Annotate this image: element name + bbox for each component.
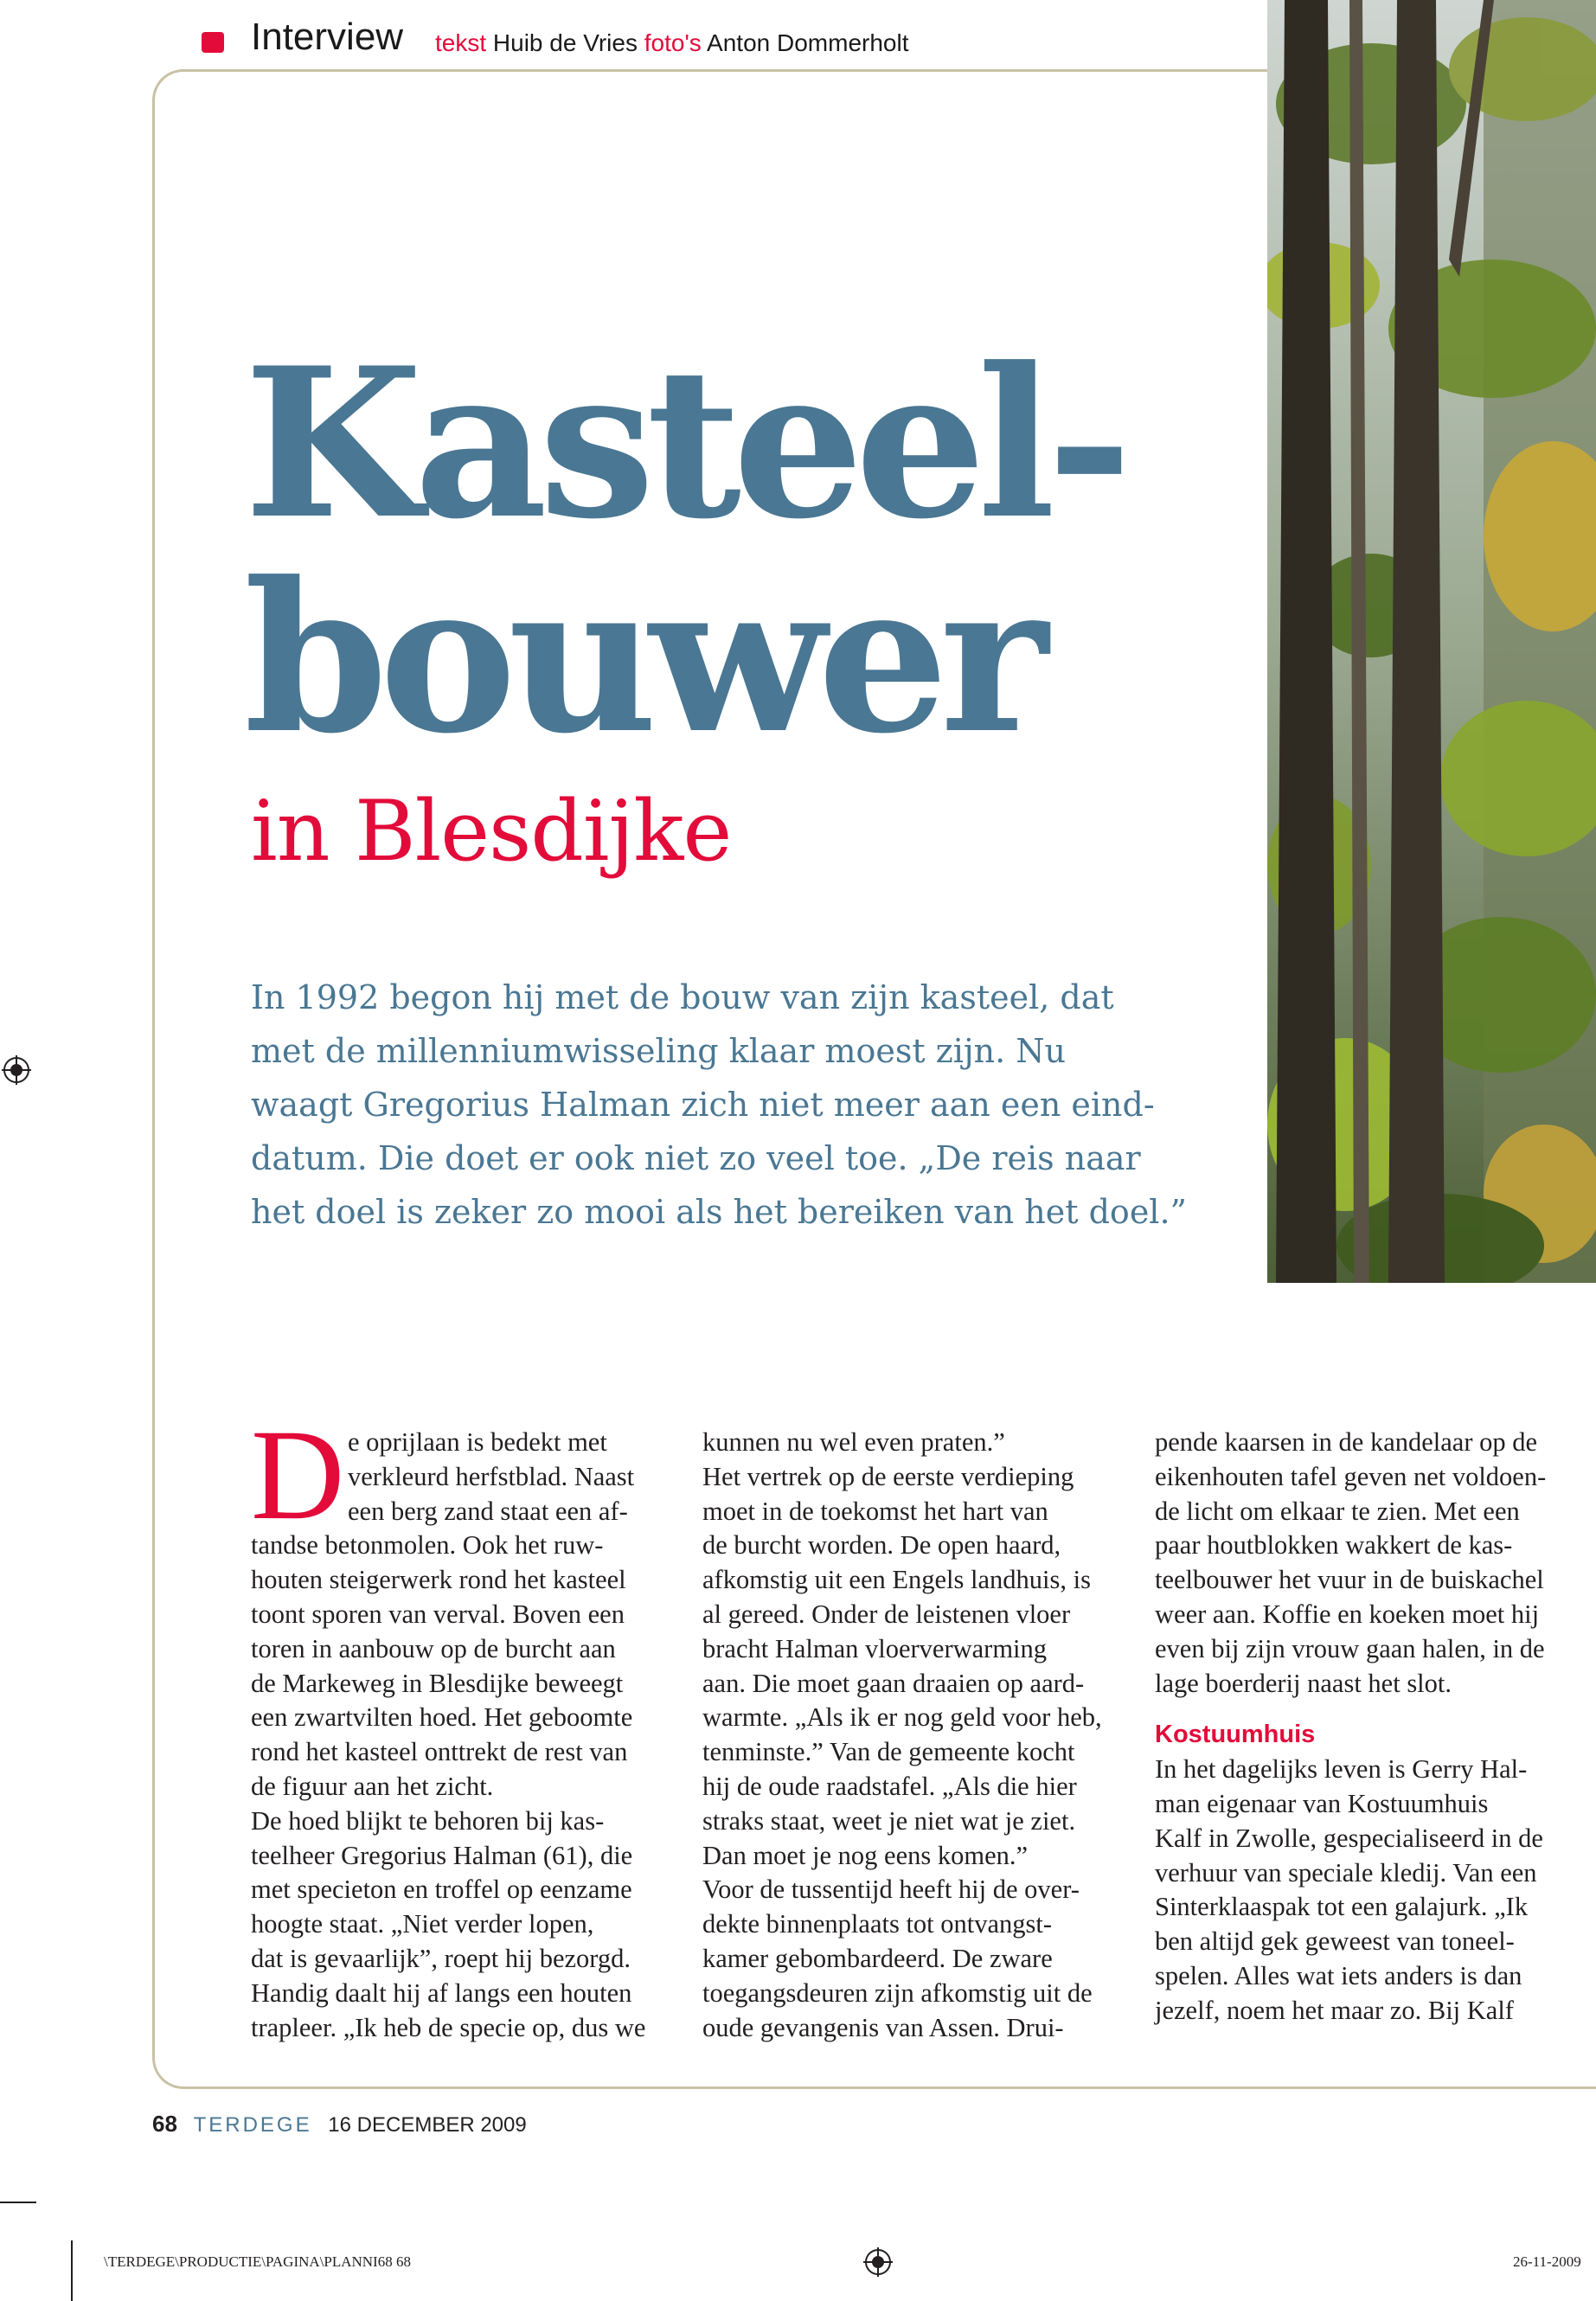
- body-line: tandse betonmolen. Ook het ruw-: [251, 1530, 604, 1561]
- page-number: 68: [152, 2111, 177, 2137]
- body-line: Voor de tussentijd heeft hij de over-: [702, 1875, 1080, 1905]
- body-line: moet in de toekomst het hart van: [702, 1496, 1048, 1526]
- body-line: dekte binnenplaats tot ontvangst-: [702, 1909, 1053, 1939]
- body-line: de licht om elkaar te zien. Met een: [1155, 1496, 1520, 1526]
- credits: [435, 29, 908, 57]
- body-line: verkleurd herfstblad. Naast: [348, 1461, 635, 1491]
- headline-line-2: bouwer: [244, 538, 1040, 779]
- body-line: Sinterklaaspak tot een galajurk. „Ik: [1155, 1892, 1529, 1922]
- body-line: paar houtblokken wakkert de kas-: [1155, 1530, 1513, 1561]
- registration-mark-icon: [2, 1055, 31, 1085]
- body-line: warmte. „Als ik er nog geld voor heb,: [702, 1702, 1102, 1733]
- body-line: toren in aanbouw op de burcht aan: [251, 1633, 616, 1663]
- body-line: Het vertrek op de eerste verdieping: [702, 1461, 1074, 1491]
- headline-line-1: Kasteel-: [244, 324, 1125, 565]
- forest-photo: [1267, 0, 1596, 1283]
- body-line: Kalf in Zwolle, gespecialiseerd in de: [1155, 1823, 1543, 1853]
- body-line: e oprijlaan is bedekt met: [348, 1427, 607, 1457]
- body-line: weer aan. Koffie en koeken moet hij: [1155, 1599, 1540, 1629]
- body-line: hij de oude raadstafel. „Als die hier: [702, 1771, 1077, 1801]
- body-line: spelen. Alles wat iets anders is dan: [1155, 1960, 1522, 1990]
- body-column-3: [1155, 1426, 1596, 2029]
- body-line: pende kaarsen in de kandelaar op de: [1155, 1427, 1538, 1457]
- body-line: een berg zand staat een af-: [348, 1496, 628, 1526]
- body-line: de burcht worden. De open haard,: [702, 1530, 1061, 1561]
- body-line: trapleer. „Ik heb de specie op, dus we: [251, 2012, 646, 2042]
- body-line: bracht Halman vloerverwarming: [702, 1633, 1048, 1663]
- photographer-name: Anton Dommerholt: [707, 29, 909, 56]
- body-line: dat is gevaarlijk”, roept hij bezorgd.: [251, 1943, 631, 1973]
- body-line: verhuur van speciale kledij. Van een: [1155, 1857, 1537, 1888]
- intro-line: In 1992 begon hij met de bouw van zijn kasteel, dat: [251, 978, 1114, 1016]
- body-line: aan. Die moet gaan draaien op aard-: [702, 1668, 1085, 1698]
- body-line: tenminste.” Van de gemeente kocht: [702, 1737, 1075, 1767]
- intro-line: het doel is zeker zo mooi als het bereiken van het doel.”: [251, 1193, 1187, 1231]
- body-line: kamer gebombardeerd. De zware: [702, 1943, 1053, 1973]
- body-line: een zwartvilten hoed. Het geboomte: [251, 1702, 633, 1733]
- body-line: de Markeweg in Blesdijke beweegt: [251, 1668, 624, 1698]
- body-line: even bij zijn vrouw gaan halen, in de: [1155, 1633, 1545, 1663]
- crop-mark: [71, 2240, 73, 2301]
- text-label: tekst: [435, 29, 487, 56]
- section-label: Interview: [251, 16, 404, 58]
- body-line: De hoed blijkt te behoren bij kas-: [251, 1805, 605, 1836]
- body-line: toegangsdeuren zijn afkomstig uit de: [702, 1977, 1093, 2008]
- body-line: hoogte staat. „Niet verder lopen,: [251, 1909, 594, 1939]
- body-line: man eigenaar van Kostuumhuis: [1155, 1788, 1489, 1818]
- intro-line: met de millenniumwisseling klaar moest zijn. Nu: [251, 1032, 1067, 1070]
- body-line: jezelf, noem het maar zo. Bij Kalf: [1155, 1995, 1514, 2025]
- drop-cap: D: [251, 1403, 345, 1547]
- body-line: al gereed. Onder de leistenen vloer: [702, 1599, 1071, 1629]
- body-line: ben altijd gek geweest van toneel-: [1155, 1926, 1515, 1957]
- body-line: kunnen nu wel even praten.”: [702, 1427, 1005, 1457]
- body-line: eikenhouten tafel geven net voldoen-: [1155, 1461, 1547, 1491]
- intro-paragraph: [251, 971, 1187, 1239]
- body-line: Handig daalt hij af langs een houten: [251, 1977, 632, 2008]
- body-line: toont sporen van verval. Boven een: [251, 1599, 625, 1629]
- magazine-name: TERDEGE: [193, 2113, 312, 2137]
- print-slug-date: 26-11-2009: [1513, 2253, 1581, 2270]
- photo-label: foto's: [644, 29, 702, 56]
- subheadline: in Blesdijke: [251, 783, 732, 880]
- body-line: In het dagelijks leven is Gerry Hal-: [1155, 1754, 1528, 1785]
- body-line: oude gevangenis van Assen. Drui-: [702, 2012, 1064, 2042]
- crop-mark: [0, 2202, 36, 2203]
- body-line: houten steigerwerk rond het kasteel: [251, 1565, 626, 1595]
- body-line: de figuur aan het zicht.: [251, 1771, 494, 1801]
- intro-line: datum. Die doet er ook niet zo veel toe. „De reis naar: [251, 1139, 1141, 1177]
- body-column-2: [702, 1426, 1144, 2045]
- author-name: Huib de Vries: [492, 29, 638, 56]
- body-line: afkomstig uit een Engels landhuis, is: [702, 1565, 1091, 1595]
- body-line: straks staat, weet je niet wat je ziet.: [702, 1805, 1076, 1836]
- body-line: teelbouwer het vuur in de buiskachel: [1155, 1565, 1544, 1595]
- issue-date: 16 DECEMBER 2009: [328, 2113, 527, 2137]
- body-column-1: [251, 1426, 692, 2045]
- section-marker: [202, 32, 224, 53]
- section-heading: Kostuumhuis: [1155, 1721, 1316, 1749]
- body-line: rond het kasteel onttrekt de rest van: [251, 1737, 628, 1767]
- print-slug-path: \TERDEGE\PRODUCTIE\PAGINA\PLANNI68 68: [104, 2253, 411, 2270]
- body-line: Dan moet je nog eens komen.”: [702, 1840, 1029, 1870]
- paragraph-gap: [1155, 1701, 1596, 1718]
- intro-line: waagt Gregorius Halman zich niet meer aan een eind-: [251, 1086, 1155, 1124]
- registration-mark-icon: [863, 2247, 893, 2277]
- body-line: met specieton en troffel op eenzame: [251, 1875, 632, 1905]
- body-line: teelheer Gregorius Halman (61), die: [251, 1840, 633, 1870]
- page-footer: [152, 2111, 527, 2138]
- body-line: lage boerderij naast het slot.: [1155, 1668, 1452, 1698]
